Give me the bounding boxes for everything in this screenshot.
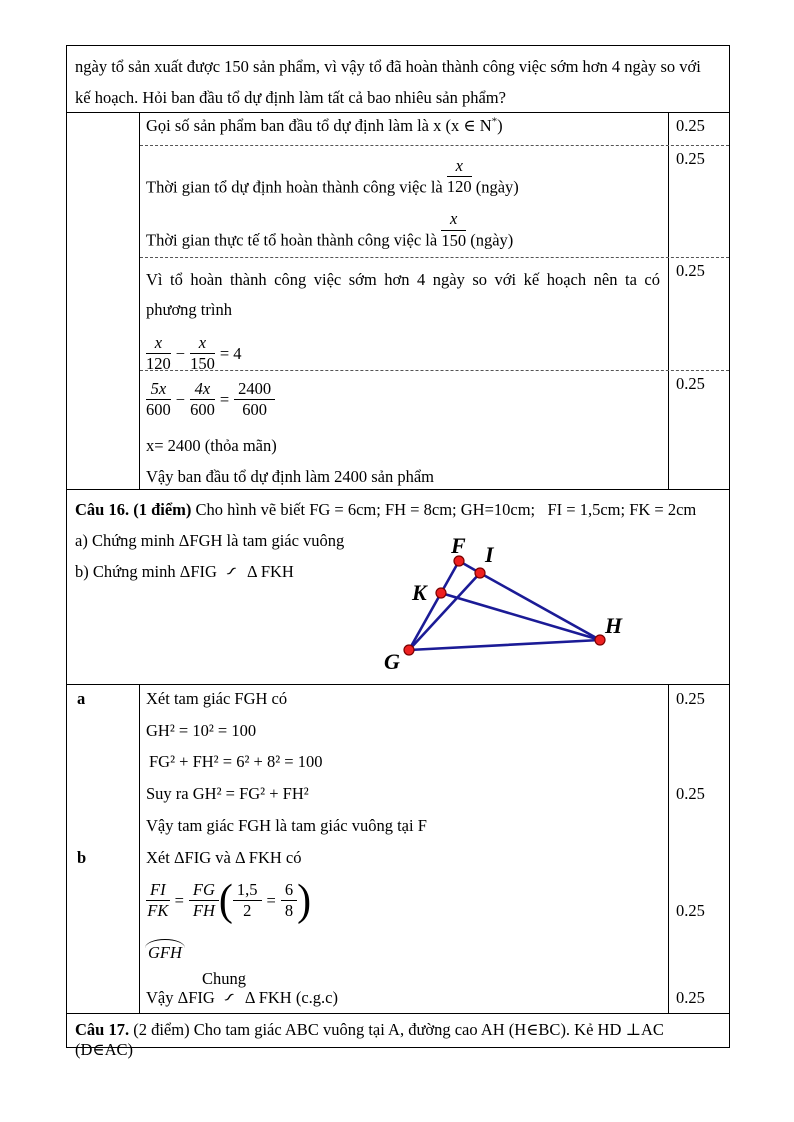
point-I <box>475 568 485 578</box>
points-value: 0.25 <box>676 988 705 1007</box>
fraction-4x-600: $\frac{4x}{600}$ <box>190 379 215 420</box>
solution-column <box>140 113 729 489</box>
solution-text-cell <box>140 113 668 145</box>
points-value: 0.25 <box>676 689 705 708</box>
step-text: Thời gian thực tế tổ hoàn thành công việc là <box>146 230 442 250</box>
step-text: Thời gian tổ dự định hoàn thành công việc là <box>146 177 447 197</box>
step-text: Δ FKH (c.g.c) <box>240 988 338 1007</box>
minus-operator: − <box>175 343 186 363</box>
label-G: G <box>384 649 400 674</box>
fraction-1,5-2: $\frac{1,5}{2}$ <box>233 881 262 921</box>
step-line: Chung <box>202 969 247 988</box>
fraction-2400-600: $\frac{2400}{600}$ <box>234 380 275 420</box>
step-line: Vậy ban đầu tổ dự định làm 2400 sản phẩm <box>146 466 435 486</box>
equals-operator: = <box>266 890 276 910</box>
label-H: H <box>605 613 623 638</box>
point-H <box>595 635 605 645</box>
points-value: 0.25 <box>676 116 705 135</box>
points-value: 0.25 <box>676 901 705 920</box>
point-K <box>436 588 446 598</box>
solution-row-3 <box>140 257 729 374</box>
equation-line <box>146 380 660 420</box>
solution-row-1 <box>140 113 729 145</box>
step-text: (ngày) <box>466 230 514 250</box>
points-value: 0.25 <box>676 261 705 280</box>
geometry-figure <box>348 535 670 685</box>
segment-GH <box>409 640 600 650</box>
part-b-label: b <box>77 848 87 867</box>
step-line: FG² + FH² = 6² + 8² = 100 <box>149 752 323 771</box>
conclusion-line <box>146 985 664 1009</box>
points-cell <box>668 371 728 489</box>
points-cell <box>668 258 728 370</box>
ratio-equation: $\frac{FI}{FK}$ = $\frac{FG}{FH}$ ( $\frac{1,5}{2}$ = $\frac{6}{8}$ ) <box>147 876 312 926</box>
solution-text-cell <box>140 371 668 489</box>
fraction-FI-FK: $\frac{FI}{FK}$ <box>147 880 169 921</box>
step-line: phương trình <box>146 300 232 319</box>
solution-text-cell <box>140 146 668 257</box>
solution-row-4 <box>140 370 729 489</box>
step-line: Vì tổ hoàn thành công việc sớm hơn 4 ngày so với kế hoạch nên ta có <box>146 270 660 289</box>
segment-IH <box>480 573 600 640</box>
cau16-row <box>67 489 729 684</box>
cau16-given: Cho hình vẽ biết FG = 6cm; FH = 8cm; GH=10cm; FI = 1,5cm; FK = 2cm <box>191 500 697 519</box>
fraction-6-8: $\frac{6}{8}$ <box>281 881 297 921</box>
cau16-number: Câu 16. (1 điểm) <box>75 500 192 519</box>
segment-KH <box>441 593 600 640</box>
solution-row-2 <box>140 145 729 257</box>
point-G <box>404 645 414 655</box>
step-line: Vậy tam giác FGH là tam giác vuông tại F <box>146 816 427 835</box>
equals-operator: = <box>219 389 230 409</box>
fraction-x-150: $\frac{x}{150}$ <box>190 333 215 374</box>
step-line: Xét tam giác FGH có <box>146 689 288 708</box>
step-line <box>146 157 660 197</box>
part-a-label: a <box>77 689 86 708</box>
points-cell <box>668 685 728 1013</box>
fraction-5x-600: $\frac{5x}{600}$ <box>146 379 171 420</box>
step-text: Vậy ΔFIG <box>146 988 219 1007</box>
step-line <box>146 210 660 250</box>
figure-lines <box>409 561 600 650</box>
similar-symbol: ∽ <box>217 985 241 1009</box>
part-b-text: b) Chứng minh ΔFIG <box>75 562 222 581</box>
step-text: (ngày) <box>471 177 519 197</box>
step-line: Xét ΔFIG và Δ FKH có <box>146 848 302 867</box>
problem15-solution <box>67 112 729 489</box>
equation-line <box>146 334 660 374</box>
angle-line <box>146 943 664 963</box>
superscript-star: * <box>491 115 498 128</box>
points-value: 0.25 <box>676 374 705 393</box>
left-empty-column <box>67 113 140 489</box>
fraction-x-120: $\frac{x}{120}$ <box>446 156 472 197</box>
statement-line-1: ngày tổ sản xuất được 150 sản phẩm, vì vậy tổ đã hoàn thành công việc sớm hơn 4 ngày so với <box>75 57 701 76</box>
solution-text-cell <box>140 685 668 1013</box>
label-K: K <box>412 580 427 605</box>
exam-table <box>66 45 730 1059</box>
statement-line-2: kế hoạch. Hỏi ban đầu tổ dự định làm tất cả bao nhiêu sản phẩm? <box>75 88 506 107</box>
cau16-part-a: a) Chứng minh ΔFGH là tam giác vuông <box>75 531 345 550</box>
points-value: 0.25 <box>676 149 705 168</box>
similar-symbol: ∽ <box>219 559 243 583</box>
fraction-x-120: $\frac{x}{120}$ <box>146 333 171 374</box>
figure-labels <box>384 535 623 674</box>
points-value: 0.25 <box>676 784 705 803</box>
angle-GFH: GFH <box>148 943 182 962</box>
minus-operator: − <box>175 389 186 409</box>
step-line: Suy ra GH² = FG² + FH² <box>146 784 309 803</box>
problem15-statement <box>67 46 729 112</box>
part-label-column <box>67 685 140 1013</box>
step-text: ) <box>497 116 503 135</box>
step-line: GH² = 10² = 100 <box>146 721 257 740</box>
fraction-FG-FH: $\frac{FG}{FH}$ <box>189 881 219 921</box>
part-b-text: Δ FKH <box>242 562 294 581</box>
step-text: Gọi số sản phẩm ban đầu tổ dự định làm là x (x ∈ N <box>146 116 492 135</box>
label-I: I <box>485 542 494 567</box>
cau16-solution-row <box>67 684 729 1013</box>
cau17-text: (2 điểm) Cho tam giác ABC vuông tại A, đường cao AH (H∈BC). Kẻ HD ⊥AC (D∈AC) <box>75 1020 664 1059</box>
cau17-row <box>67 1013 729 1059</box>
equals-rhs: = 4 <box>219 343 242 363</box>
points-cell <box>668 113 728 145</box>
equals-operator: = <box>174 890 184 910</box>
cau17-number: Câu 17. <box>75 1020 130 1039</box>
step-line: x= 2400 (thỏa mãn) <box>146 435 277 455</box>
solution-text-cell <box>140 258 668 374</box>
cau16-title <box>75 494 721 525</box>
points-cell <box>668 146 728 257</box>
fraction-x-150: $\frac{x}{150}$ <box>441 209 467 250</box>
label-F: F <box>451 535 466 558</box>
